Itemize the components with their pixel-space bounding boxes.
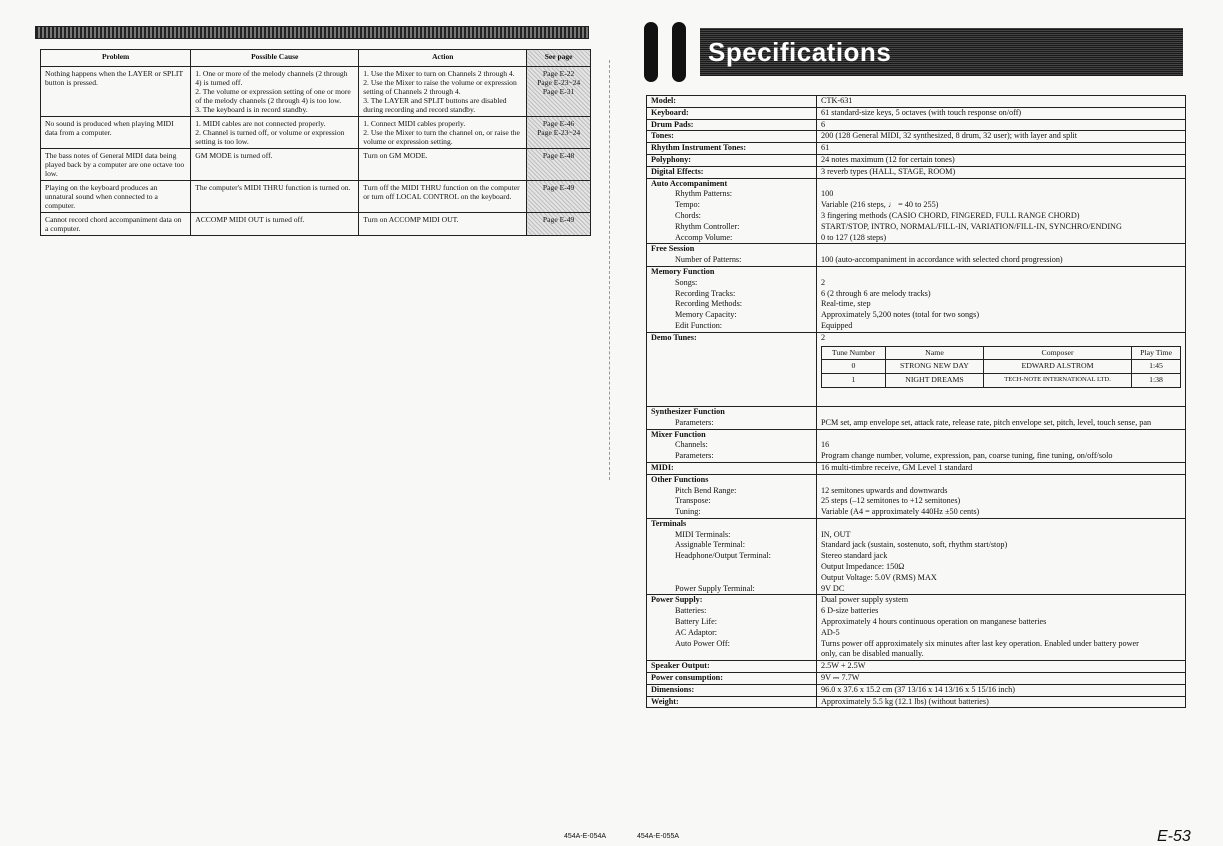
spec-value: Dual power supply system [817,595,1186,606]
spec-row [647,119,1186,131]
spec-label: Other Functions [647,474,817,485]
spec-value: 6 D-size batteries [817,606,1186,617]
problem-text: The bass notes of General MIDI data being played back by a computer are one octave too low. [45,151,185,178]
spec-row [647,474,1186,485]
table-row [41,67,591,117]
action-item: Turn on ACCOMP MIDI OUT. [363,215,459,224]
spec-label: Speaker Output: [647,661,817,673]
spec-label: Recording Tracks: [675,288,736,298]
page-reference: Page E-22 [542,69,575,78]
table-row [41,149,591,181]
problem-cell [41,67,191,117]
spec-label: Power Supply: [647,595,817,606]
spec-value: Variable (216 steps, ♩ = 40 to 255) [817,200,1186,211]
spec-label: Weight: [647,696,817,708]
spec-row [647,143,1186,155]
spec-row [647,673,1186,685]
spec-label: Power Supply Terminal: [675,583,755,593]
spec-row [647,486,1186,497]
cause-cell [191,67,359,117]
spec-label: Rhythm Instrument Tones: [647,143,817,155]
spec-value: 3 fingering methods (CASIO CHORD, FINGERED, FULL RANGE CHORD) [817,211,1186,222]
spec-row [647,562,1186,573]
spec-row [647,496,1186,507]
action-item: 3. The LAYER and SPLIT buttons are disabled during recording and record standby. [363,96,507,114]
spec-value: Approximately 5.5 kg (12.1 lbs) (without batteries) [817,696,1186,708]
spec-row [647,551,1186,562]
spec-label [647,562,817,573]
spec-label: Demo Tunes: [647,332,817,343]
spec-label: Rhythm Controller: [675,221,740,231]
header-action: Action [359,50,527,67]
problem-text: Playing on the keyboard produces an unnatural sound when connected to a computer. [45,183,158,210]
spec-row [647,462,1186,474]
page-reference: Page E-49 [542,215,575,224]
action-cell [359,181,527,213]
cause-cell [191,181,359,213]
spec-label: Mixer Function [647,429,817,440]
cause-item: ACCOMP MIDI OUT is turned off. [195,215,305,224]
spec-value: 6 [817,119,1186,131]
demo-tunes-row [647,344,1186,407]
see-page-cell [527,181,591,213]
spec-value: Approximately 5,200 notes (total for two songs) [817,310,1186,321]
spec-value [817,266,1186,277]
title-bar [700,28,1183,76]
spec-label: Channels: [675,440,708,450]
footer-code-left: 454A-E-054A [564,833,607,840]
spec-label: MIDI Terminals: [675,529,731,539]
header-cause: Possible Cause [191,50,359,67]
page-reference: Page E-48 [542,151,575,160]
spec-label: Terminals [647,518,817,529]
demo-row [822,360,1181,374]
spec-value: 96.0 x 37.6 x 15.2 cm (37 13/16 x 14 13/16 x 5 15/16 inch) [817,684,1186,696]
spec-label: Drum Pads: [647,119,817,131]
cause-cell [191,213,359,236]
spec-value: Equipped [817,321,1186,332]
spec-label [647,649,817,660]
page-reference: Page E-31 [542,87,575,96]
table-row [41,181,591,213]
spec-value [817,474,1186,485]
troubleshooting-table [40,49,591,236]
spec-row [647,639,1186,650]
problem-cell [41,181,191,213]
page-number: E-53 [1157,828,1191,845]
spec-label: Rhythm Patterns: [675,189,733,199]
spec-row [647,406,1186,417]
action-cell [359,213,527,236]
specifications-table [646,95,1186,708]
spec-row [647,451,1186,462]
spec-value: AD-5 [817,628,1186,639]
page-reference: Page E-23~24 [537,128,581,137]
spec-label: Headphone/Output Terminal: [675,551,771,561]
spec-label: Keyboard: [647,107,817,119]
table-row [41,213,591,236]
spec-label: Free Session [647,244,817,255]
spec-row [647,233,1186,244]
spec-row [647,649,1186,660]
spec-row [647,200,1186,211]
spec-value: Real-time, step [817,299,1186,310]
left-page [0,0,610,844]
action-item: 1. Connect MIDI cables properly. [363,119,466,128]
spec-label: Tones: [647,131,817,143]
spec-label: Tuning: [675,507,701,517]
spec-row [647,606,1186,617]
spec-row [647,595,1186,606]
demo-header: Name [885,346,983,360]
demo-cell: STRONG NEW DAY [885,360,983,374]
spec-label: Tempo: [675,200,700,210]
spec-row [647,166,1186,178]
spec-row [647,584,1186,595]
see-page-cell [527,117,591,149]
spec-value: 2 [817,332,1186,343]
spec-value [817,406,1186,417]
spec-value: Standard jack (sustain, sostenuto, soft, rhythm start/stop) [817,540,1186,551]
spec-row [647,96,1186,108]
spec-value: Output Impedance: 150Ω [817,562,1186,573]
action-item: Turn off the MIDI THRU function on the computer or turn off LOCAL CONTROL on the keyboard. [363,183,520,201]
cause-item: 2. The volume or expression setting of one or more of the melody channels (2 through 4) is too low. [195,87,351,105]
spec-label: Number of Patterns: [675,255,742,265]
spec-row [647,617,1186,628]
section-header-bar [35,26,589,39]
demo-header: Play Time [1132,346,1181,360]
spec-row [647,628,1186,639]
spec-label: Dimensions: [647,684,817,696]
see-page-cell [527,67,591,117]
spec-value: Variable (A4 = approximately 440Hz ±50 cents) [817,507,1186,518]
cause-cell [191,149,359,181]
spec-value: Program change number, volume, expression, pan, coarse tuning, fine tuning, on/off/solo [817,451,1186,462]
spec-value: 100 [817,189,1186,200]
spec-row [647,211,1186,222]
spec-value: 16 multi-timbre receive, GM Level 1 standard [817,462,1186,474]
spec-value: 24 notes maximum (12 for certain tones) [817,154,1186,166]
spec-row [647,684,1186,696]
spec-row [647,244,1186,255]
spec-value: 16 [817,440,1186,451]
spec-value: 100 (auto-accompaniment in accordance with selected chord progression) [817,255,1186,266]
spec-row [647,266,1186,277]
spec-row [647,222,1186,233]
spec-value: Stereo standard jack [817,551,1186,562]
spec-row [647,278,1186,289]
spec-row [647,540,1186,551]
spec-label: Auto Accompaniment [647,178,817,189]
spec-label: Digital Effects: [647,166,817,178]
spec-value: START/STOP, INTRO, NORMAL/FILL-IN, VARIATION/FILL-IN, SYNCHRO/ENDING [817,222,1186,233]
demo-row [822,374,1181,388]
spec-value: 25 steps (–12 semitones to +12 semitones) [817,496,1186,507]
action-item: Turn on GM MODE. [363,151,428,160]
action-item: 2. Use the Mixer to turn the channel on, or raise the volume or expression setting. [363,128,520,146]
header-problem: Problem [41,50,191,67]
spec-label: Edit Function: [675,320,723,330]
spec-row [647,189,1186,200]
page-reference: Page E-23~24 [537,78,581,87]
spec-value: 2.5W + 2.5W [817,661,1186,673]
spec-row [647,507,1186,518]
spec-label: MIDI: [647,462,817,474]
problem-cell [41,117,191,149]
spec-value: 0 to 127 (128 steps) [817,233,1186,244]
spec-row [647,107,1186,119]
spec-label: Songs: [675,277,698,287]
demo-cell: 1:38 [1132,374,1181,388]
spec-value: 9V DC [817,584,1186,595]
spec-label: Battery Life: [675,617,718,627]
spec-row [647,321,1186,332]
action-cell [359,67,527,117]
cause-item: 2. Channel is turned off, or volume or expression setting is too low. [195,128,345,146]
spec-value [817,429,1186,440]
spec-label: Parameters: [675,451,714,461]
cause-cell [191,117,359,149]
spec-label: Assignable Terminal: [675,540,745,550]
problem-cell [41,213,191,236]
spec-value: PCM set, amp envelope set, attack rate, release rate, pitch envelope set, pitch, level, touch sense, pan [817,418,1186,429]
page-spine [609,60,610,480]
spec-value: 61 standard-size keys, 5 octaves (with touch response on/off) [817,107,1186,119]
table-header-row [41,50,591,67]
cause-item: 3. The keyboard is in record standby. [195,105,308,114]
spec-row [647,661,1186,673]
spec-value: 2 [817,278,1186,289]
spec-label: Synthesizer Function [647,406,817,417]
spec-value: CTK-631 [817,96,1186,108]
spec-label: Accomp Volume: [675,232,733,242]
spec-row [647,429,1186,440]
see-page-cell [527,213,591,236]
demo-cell: EDWARD ALSTROM [983,360,1131,374]
cause-item: The computer's MIDI THRU function is turned on. [195,183,351,192]
page-reference: Page E-46 [542,119,575,128]
spec-row [647,518,1186,529]
page-reference: Page E-49 [542,183,575,192]
spec-label [647,573,817,584]
see-page-cell [527,149,591,181]
spec-row [647,310,1186,321]
spec-row [647,418,1186,429]
spec-value: 200 (128 General MIDI, 32 synthesized, 8 drum, 32 user); with layer and split [817,131,1186,143]
spec-row [647,696,1186,708]
spec-value [817,518,1186,529]
spec-value: only, can be disabled manually. [817,649,1186,660]
spec-label: Polyphony: [647,154,817,166]
cause-item: 1. One or more of the melody channels (2 through 4) is turned off. [195,69,348,87]
spec-row [647,289,1186,300]
spec-value: 3 reverb types (HALL, STAGE, ROOM) [817,166,1186,178]
spec-row [647,178,1186,189]
spec-value [817,178,1186,189]
spec-value: Approximately 4 hours continuous operation on manganese batteries [817,617,1186,628]
spec-row [647,299,1186,310]
spec-value: 6 (2 through 6 are melody tracks) [817,289,1186,300]
demo-tunes-table [821,346,1181,388]
spec-row [647,573,1186,584]
spec-label: Batteries: [675,606,707,616]
footer-code-right: 454A-E-055A [637,833,680,840]
spec-label: Memory Capacity: [675,310,737,320]
demo-cell: 1 [822,374,886,388]
demo-cell: 0 [822,360,886,374]
page-title: Specifications [708,37,892,67]
spec-label: AC Adaptor: [675,627,718,637]
spec-row [647,131,1186,143]
cause-item: GM MODE is turned off. [195,151,273,160]
problem-text: No sound is produced when playing MIDI data from a computer. [45,119,174,137]
spec-row [647,332,1186,343]
problem-text: Nothing happens when the LAYER or SPLIT button is pressed. [45,69,183,87]
spec-value: 61 [817,143,1186,155]
spec-label: Pitch Bend Range: [675,485,737,495]
section-bracket-icon [640,22,700,82]
spec-row [647,255,1186,266]
spec-row [647,154,1186,166]
demo-cell: 1:45 [1132,360,1181,374]
spec-row [647,530,1186,541]
demo-header: Tune Number [822,346,886,360]
spec-value: Output Voltage: 5.0V (RMS) MAX [817,573,1186,584]
action-cell [359,149,527,181]
spec-label: Parameters: [675,417,714,427]
action-item: 2. Use the Mixer to raise the volume or expression setting of Channels 2 through 4. [363,78,517,96]
spec-label: Recording Methods: [675,299,743,309]
spec-label: Model: [647,96,817,108]
spec-label: Chords: [675,210,701,220]
spec-row [647,440,1186,451]
table-row [41,117,591,149]
problem-cell [41,149,191,181]
problem-text: Cannot record chord accompaniment data on a computer. [45,215,182,233]
spec-value: Turns power off approximately six minutes after last key operation. Enabled under battery power [817,639,1186,650]
spec-value [817,244,1186,255]
demo-cell: TECH-NOTE INTERNATIONAL LTD. [983,374,1131,388]
demo-header: Composer [983,346,1131,360]
spec-label: Memory Function [647,266,817,277]
spec-label: Transpose: [675,496,711,506]
spec-label: Power consumption: [647,673,817,685]
cause-item: 1. MIDI cables are not connected properly. [195,119,326,128]
action-cell [359,117,527,149]
header-see-page: See page [527,50,591,67]
action-item: 1. Use the Mixer to turn on Channels 2 through 4. [363,69,515,78]
spec-value: 9V ⎓ 7.7W [817,673,1186,685]
spec-value: IN, OUT [817,530,1186,541]
demo-cell: NIGHT DREAMS [885,374,983,388]
spec-value: 12 semitones upwards and downwards [817,486,1186,497]
spec-label: Auto Power Off: [675,638,730,648]
